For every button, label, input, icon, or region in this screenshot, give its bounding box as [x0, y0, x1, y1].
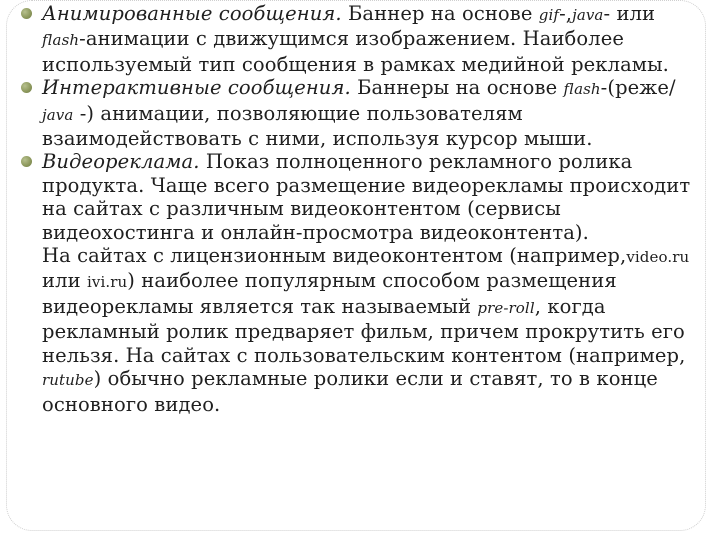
term-rutube: rutube	[42, 371, 94, 390]
bullet-dot-icon	[21, 156, 32, 167]
term-pre-roll: pre-roll	[477, 298, 535, 317]
bullet-dot-icon	[21, 82, 32, 93]
item-title: Анимированные сообщения.	[42, 2, 342, 25]
item-text: Баннеры на основе	[350, 76, 564, 100]
slide-content	[14, 2, 694, 416]
item-text: Баннер на основе	[341, 2, 539, 25]
term-flash: flash	[42, 31, 80, 50]
item-text: -) анимации, позволяющие пользователям взаимодействовать с ними, используя курсор мыши.	[42, 101, 593, 151]
item-text: ) обычно рекламные ролики если и ставят, то в конце основного видео.	[42, 367, 658, 416]
item-text: -анимации с движущимся изображением. Наиболее используемый тип сообщения в рамках медийной рекламы.	[42, 27, 669, 76]
item-text: , когда рекламный ролик предваряет фильм, причем прокрутить его нельзя. На сайтах с пользовательским контентом (например,	[42, 294, 686, 367]
item-text: Показ полноценного рекламного ролика продукта. Чаще всего размещение видеорекламы происходит на сайтах с различным видеоконтентом (сервисы видеохостинга и онлайн-просмотра видеоконтента).	[42, 150, 691, 244]
bullet-item-interactive-messages	[14, 76, 694, 150]
term-java: java	[42, 105, 74, 124]
item-text: или	[42, 269, 87, 293]
term-java: java	[572, 6, 604, 24]
bullet-dot-icon	[21, 8, 32, 19]
item-text: -,	[559, 2, 573, 25]
item-title: Видеореклама.	[42, 150, 200, 174]
bullet-item-animated-messages	[14, 2, 694, 76]
term-gif: gif	[538, 6, 560, 24]
bullet-list	[14, 2, 694, 416]
item-text: - или	[603, 2, 656, 25]
item-text: На сайтах с лицензионным видеоконтентом (например,	[42, 244, 627, 268]
item-text: ) наиболее популярным способом размещения видеорекламы является так называемый	[42, 269, 617, 318]
site-ivi-ru: ivi.ru	[86, 273, 128, 292]
bullet-item-video-ads	[14, 150, 694, 415]
item-text: -(реже/	[600, 76, 676, 100]
item-subparagraph	[42, 244, 694, 416]
site-video-ru: video.ru	[626, 248, 690, 267]
item-title: Интерактивные сообщения.	[42, 76, 351, 100]
term-flash: flash	[563, 80, 601, 99]
